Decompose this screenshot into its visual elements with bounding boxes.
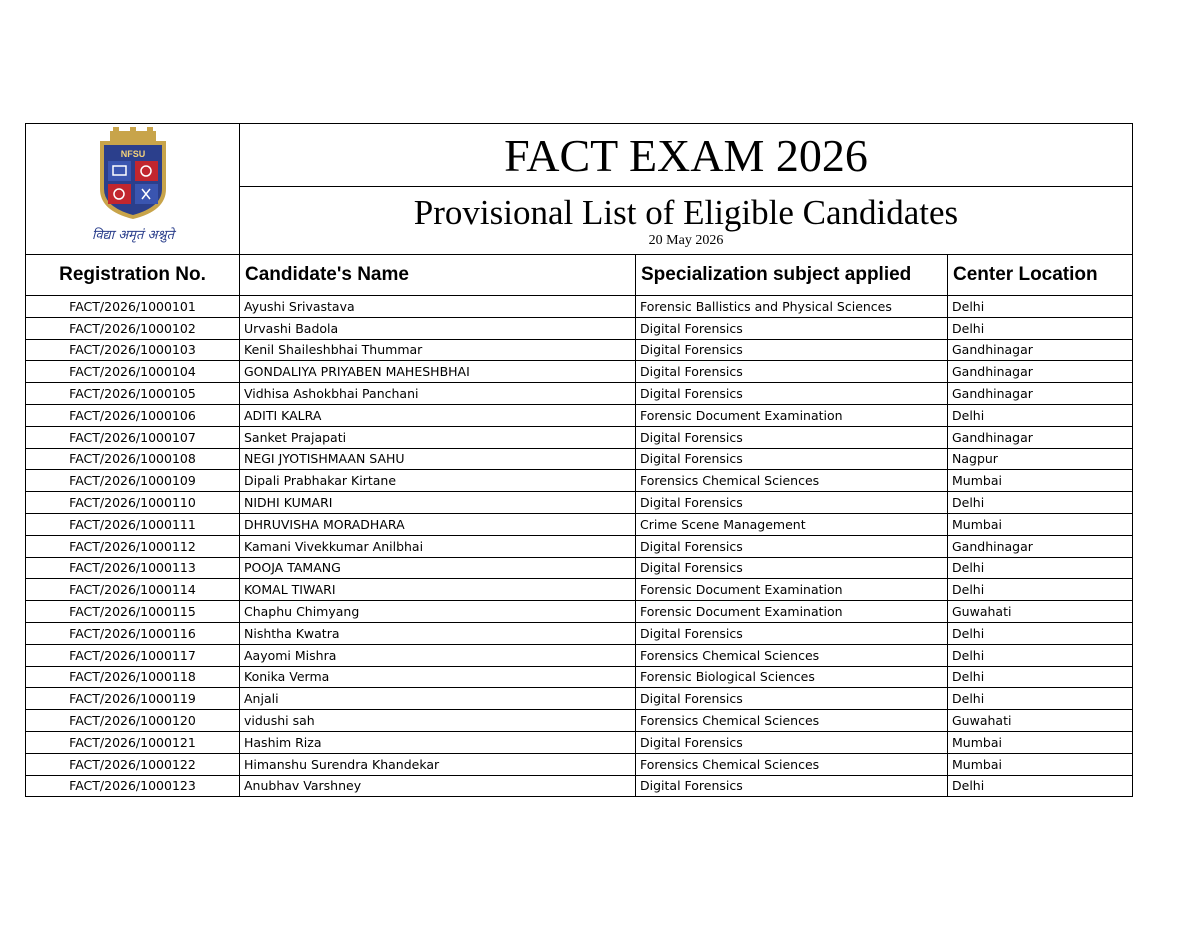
- registration-number-cell: FACT/2026/1000119: [26, 688, 240, 710]
- specialization-cell: Crime Scene Management: [636, 513, 948, 535]
- candidate-name-cell: GONDALIYA PRIYABEN MAHESHBHAI: [240, 361, 636, 383]
- registration-number-cell: FACT/2026/1000103: [26, 339, 240, 361]
- center-location-cell: Mumbai: [948, 513, 1133, 535]
- registration-number-cell: FACT/2026/1000118: [26, 666, 240, 688]
- table-row: [26, 710, 1133, 732]
- registration-number-cell: FACT/2026/1000123: [26, 775, 240, 797]
- specialization-cell: Digital Forensics: [636, 731, 948, 753]
- table-row: [26, 426, 1133, 448]
- specialization-cell: Forensic Document Examination: [636, 404, 948, 426]
- subtitle-cell: [240, 187, 1133, 255]
- table-row: [26, 448, 1133, 470]
- candidate-name-cell: Dipali Prabhakar Kirtane: [240, 470, 636, 492]
- registration-number-cell: FACT/2026/1000120: [26, 710, 240, 732]
- candidate-name-cell: ADITI KALRA: [240, 404, 636, 426]
- center-location-cell: Delhi: [948, 666, 1133, 688]
- candidate-name-cell: vidushi sah: [240, 710, 636, 732]
- table-row: [26, 296, 1133, 318]
- registration-number-cell: FACT/2026/1000106: [26, 404, 240, 426]
- table-row: [26, 513, 1133, 535]
- specialization-cell: Forensics Chemical Sciences: [636, 753, 948, 775]
- registration-number-cell: FACT/2026/1000116: [26, 622, 240, 644]
- registration-number-cell: FACT/2026/1000108: [26, 448, 240, 470]
- specialization-cell: Digital Forensics: [636, 339, 948, 361]
- specialization-cell: Digital Forensics: [636, 317, 948, 339]
- table-row: [26, 535, 1133, 557]
- table-row: [26, 317, 1133, 339]
- candidate-name-cell: Vidhisa Ashokbhai Panchani: [240, 383, 636, 405]
- registration-number-cell: FACT/2026/1000121: [26, 731, 240, 753]
- center-location-cell: Guwahati: [948, 710, 1133, 732]
- registration-number-cell: FACT/2026/1000109: [26, 470, 240, 492]
- specialization-cell: Forensic Biological Sciences: [636, 666, 948, 688]
- registration-number-cell: FACT/2026/1000114: [26, 579, 240, 601]
- center-location-cell: Delhi: [948, 557, 1133, 579]
- center-location-cell: Delhi: [948, 317, 1133, 339]
- candidate-name-cell: POOJA TAMANG: [240, 557, 636, 579]
- center-location-cell: Delhi: [948, 688, 1133, 710]
- table-row: [26, 753, 1133, 775]
- registration-number-cell: FACT/2026/1000117: [26, 644, 240, 666]
- candidate-name-cell: NIDHI KUMARI: [240, 492, 636, 514]
- specialization-cell: Digital Forensics: [636, 448, 948, 470]
- candidate-table: [25, 123, 1133, 797]
- center-location-cell: Delhi: [948, 404, 1133, 426]
- candidate-name-cell: Hashim Riza: [240, 731, 636, 753]
- table-row: [26, 688, 1133, 710]
- table-row: [26, 775, 1133, 797]
- specialization-cell: Digital Forensics: [636, 688, 948, 710]
- logo-text: NFSU: [120, 148, 145, 159]
- logo-motto: विद्या अमृतं अश्नुते: [91, 227, 174, 243]
- table-row: [26, 666, 1133, 688]
- candidate-name-cell: KOMAL TIWARI: [240, 579, 636, 601]
- column-header-registration: Registration No.: [26, 255, 240, 296]
- specialization-cell: Forensic Ballistics and Physical Sciences: [636, 296, 948, 318]
- candidate-name-cell: Ayushi Srivastava: [240, 296, 636, 318]
- column-header-center: Center Location: [948, 255, 1133, 296]
- center-location-cell: Delhi: [948, 296, 1133, 318]
- center-location-cell: Delhi: [948, 775, 1133, 797]
- center-location-cell: Gandhinagar: [948, 535, 1133, 557]
- page-subtitle: Provisional List of Eligible Candidates: [413, 193, 959, 233]
- table-row: [26, 557, 1133, 579]
- candidate-name-cell: Chaphu Chimyang: [240, 601, 636, 623]
- candidate-sheet: [25, 123, 1132, 797]
- specialization-cell: Digital Forensics: [636, 492, 948, 514]
- nfsu-logo: [58, 127, 208, 247]
- registration-number-cell: FACT/2026/1000104: [26, 361, 240, 383]
- page-title: FACT EXAM 2026: [240, 124, 1133, 187]
- logo-cell: [26, 124, 240, 255]
- center-location-cell: Mumbai: [948, 753, 1133, 775]
- table-row: [26, 622, 1133, 644]
- specialization-cell: Forensics Chemical Sciences: [636, 644, 948, 666]
- registration-number-cell: FACT/2026/1000115: [26, 601, 240, 623]
- candidate-name-cell: Anubhav Varshney: [240, 775, 636, 797]
- table-row: [26, 470, 1133, 492]
- candidate-name-cell: Kenil Shaileshbhai Thummar: [240, 339, 636, 361]
- registration-number-cell: FACT/2026/1000110: [26, 492, 240, 514]
- center-location-cell: Delhi: [948, 492, 1133, 514]
- candidate-name-cell: Kamani Vivekkumar Anilbhai: [240, 535, 636, 557]
- center-location-cell: Gandhinagar: [948, 339, 1133, 361]
- specialization-cell: Digital Forensics: [636, 426, 948, 448]
- registration-number-cell: FACT/2026/1000112: [26, 535, 240, 557]
- specialization-cell: Digital Forensics: [636, 383, 948, 405]
- column-header-specialization: Specialization subject applied: [636, 255, 948, 296]
- table-row: [26, 404, 1133, 426]
- candidate-name-cell: DHRUVISHA MORADHARA: [240, 513, 636, 535]
- table-row: [26, 361, 1133, 383]
- specialization-cell: Digital Forensics: [636, 535, 948, 557]
- center-location-cell: Gandhinagar: [948, 426, 1133, 448]
- candidate-name-cell: Aayomi Mishra: [240, 644, 636, 666]
- registration-number-cell: FACT/2026/1000111: [26, 513, 240, 535]
- center-location-cell: Delhi: [948, 644, 1133, 666]
- table-row: [26, 339, 1133, 361]
- registration-number-cell: FACT/2026/1000101: [26, 296, 240, 318]
- center-location-cell: Nagpur: [948, 448, 1133, 470]
- column-header-name: Candidate's Name: [240, 255, 636, 296]
- center-location-cell: Guwahati: [948, 601, 1133, 623]
- specialization-cell: Forensics Chemical Sciences: [636, 470, 948, 492]
- specialization-cell: Forensic Document Examination: [636, 601, 948, 623]
- table-row: [26, 492, 1133, 514]
- center-location-cell: Delhi: [948, 579, 1133, 601]
- candidate-name-cell: Sanket Prajapati: [240, 426, 636, 448]
- center-location-cell: Mumbai: [948, 470, 1133, 492]
- publish-date: 20 May 2026: [648, 233, 724, 249]
- table-row: [26, 383, 1133, 405]
- registration-number-cell: FACT/2026/1000105: [26, 383, 240, 405]
- table-row: [26, 731, 1133, 753]
- registration-number-cell: FACT/2026/1000102: [26, 317, 240, 339]
- center-location-cell: Gandhinagar: [948, 383, 1133, 405]
- specialization-cell: Forensics Chemical Sciences: [636, 710, 948, 732]
- table-row: [26, 601, 1133, 623]
- table-row: [26, 579, 1133, 601]
- specialization-cell: Digital Forensics: [636, 622, 948, 644]
- candidate-name-cell: Urvashi Badola: [240, 317, 636, 339]
- candidate-name-cell: Anjali: [240, 688, 636, 710]
- specialization-cell: Digital Forensics: [636, 775, 948, 797]
- specialization-cell: Digital Forensics: [636, 557, 948, 579]
- center-location-cell: Gandhinagar: [948, 361, 1133, 383]
- specialization-cell: Forensic Document Examination: [636, 579, 948, 601]
- registration-number-cell: FACT/2026/1000107: [26, 426, 240, 448]
- candidate-name-cell: Konika Verma: [240, 666, 636, 688]
- specialization-cell: Digital Forensics: [636, 361, 948, 383]
- candidate-name-cell: Nishtha Kwatra: [240, 622, 636, 644]
- table-header-row: [26, 255, 1133, 296]
- registration-number-cell: FACT/2026/1000113: [26, 557, 240, 579]
- candidate-name-cell: NEGI JYOTISHMAAN SAHU: [240, 448, 636, 470]
- center-location-cell: Delhi: [948, 622, 1133, 644]
- table-row: [26, 644, 1133, 666]
- candidate-name-cell: Himanshu Surendra Khandekar: [240, 753, 636, 775]
- registration-number-cell: FACT/2026/1000122: [26, 753, 240, 775]
- center-location-cell: Mumbai: [948, 731, 1133, 753]
